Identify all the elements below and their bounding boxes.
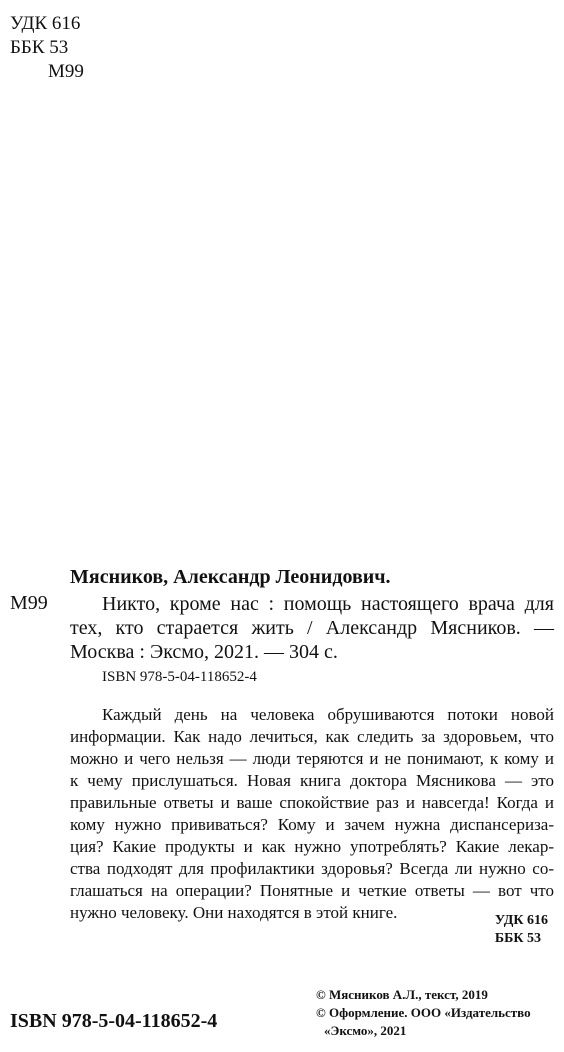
annotation-line: ства подходят для профилактики здоровья? Всегда ли нужно со- — [70, 859, 554, 878]
title-description — [70, 592, 554, 664]
annotation-line: нужно человеку. Они находятся в этой книге. — [70, 903, 398, 922]
isbn-footer: ISBN 978-5-04-118652-4 — [10, 1010, 218, 1032]
title-line: тех, кто старается жить / Александр Мясников. — — [70, 617, 554, 639]
title-line: Никто, кроме нас : помощь настоящего врача для — [102, 593, 554, 615]
annotation — [70, 704, 554, 924]
annotation-line: ция? Какие продукты и как нужно употреблять? Какие лекар- — [70, 837, 554, 856]
annotation-line: к чему прислушаться. Новая книга доктора Мясникова — это — [70, 771, 554, 790]
copyright-text: © Мясников А.Л., текст, 2019 — [316, 987, 488, 1002]
author-mark: М99 — [48, 61, 84, 82]
annotation-line: правильные ответы и ваше спокойствие раз и навсегда! Когда и — [70, 793, 554, 812]
bbk-code-right: ББК 53 — [494, 931, 542, 946]
annotation-line: информации. Как надо лечиться, как следить за здоровьем, что — [70, 727, 554, 746]
author-heading: Мясников, Александр Леонидович. — [70, 566, 391, 588]
classification-codes-right — [495, 912, 548, 948]
copyright-publisher: «Эксмо», 2021 — [324, 1023, 407, 1038]
annotation-line: глашаться на операции? Понятные и четкие ответы — вот что — [70, 881, 554, 900]
copyright-design: © Оформление. ООО «Издательство — [316, 1005, 531, 1020]
classification-codes — [10, 12, 84, 84]
author-mark-record: М99 — [10, 592, 48, 614]
copyright-block — [316, 986, 556, 1040]
bbk-code: ББК 53 — [10, 37, 69, 58]
udk-code-right: УДК 616 — [494, 913, 548, 928]
annotation-line: Каждый день на человека обрушиваются потоки новой — [102, 705, 554, 724]
annotation-line: кому нужно прививаться? Кому и зачем нужна диспансериза- — [70, 815, 554, 834]
record-isbn: ISBN 978-5-04-118652-4 — [102, 669, 257, 685]
udk-code: УДК 616 — [10, 13, 81, 34]
title-line: Москва : Эксмо, 2021. — 304 с. — [70, 641, 338, 663]
annotation-line: можно и чего нельзя — люди теряются и не понимают, к кому и — [70, 749, 554, 768]
